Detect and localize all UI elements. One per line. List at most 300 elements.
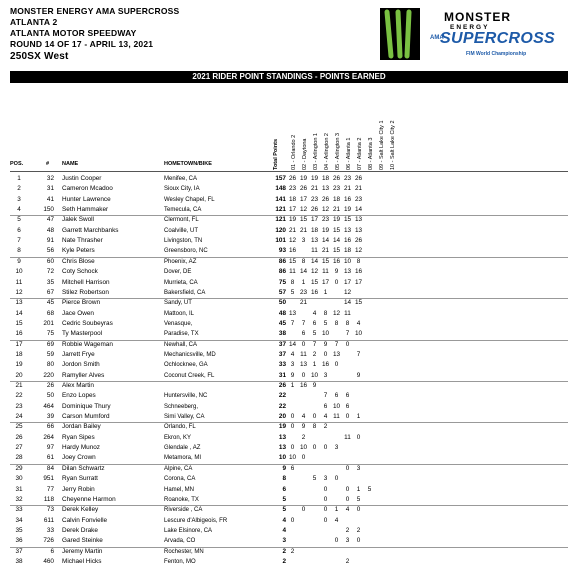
table-row — [0, 506, 578, 515]
round-points-cell: 19 — [310, 175, 319, 182]
standings-title-band: 2021 RIDER POINT STANDINGS - POINTS EARNED — [10, 71, 568, 83]
round-points-cell: 0 — [345, 495, 350, 503]
round-points-cell: 15 — [321, 257, 330, 265]
table-row — [0, 258, 578, 267]
pos-cell: 32 — [15, 495, 23, 503]
pos-cell: 23 — [15, 402, 23, 410]
round-points-cell: 14 — [288, 340, 297, 348]
total-points-cell: 6 — [282, 485, 286, 493]
rider-name: Jeremy Martin — [62, 547, 103, 555]
total-points-cell: 38 — [278, 330, 286, 338]
total-points-cell: 48 — [278, 309, 286, 317]
number-cell: 31 — [46, 185, 54, 193]
rider-name: Dilan Schwartz — [62, 464, 105, 472]
round-points-cell: 26 — [354, 237, 363, 245]
pos-cell: 18 — [15, 350, 23, 358]
rider-name: Pierce Brown — [62, 299, 101, 307]
round-points-cell: 15 — [299, 216, 308, 224]
table-row — [0, 475, 578, 484]
round-points-cell: 10 — [332, 402, 341, 410]
round-points-cell: 7 — [356, 350, 361, 358]
round-points-cell: 12 — [299, 206, 308, 214]
round-points-cell: 12 — [310, 268, 319, 276]
table-row — [0, 175, 578, 184]
round-points-cell: 0 — [290, 413, 295, 421]
number-cell: 56 — [46, 247, 54, 255]
venue-name: ATLANTA MOTOR SPEEDWAY — [10, 28, 137, 38]
round-points-cell: 0 — [345, 464, 350, 472]
rider-name: Enzo Lopes — [62, 392, 96, 400]
rider-name: Carson Mumford — [62, 413, 110, 421]
round-points-cell: 13 — [321, 185, 330, 193]
round-points-cell: 10 — [288, 454, 297, 462]
rider-name: Calvin Fonvielle — [62, 516, 108, 524]
round-points-cell: 17 — [354, 278, 363, 286]
round-points-cell: 21 — [288, 226, 297, 234]
table-row — [0, 268, 578, 277]
total-points-cell: 101 — [275, 237, 286, 245]
round-points-cell: 23 — [354, 195, 363, 203]
total-points-cell: 4 — [282, 516, 286, 524]
brand-monster: MONSTER — [444, 10, 511, 24]
round-points-cell: 2 — [345, 557, 350, 565]
pos-cell: 4 — [17, 206, 21, 214]
round-points-cell: 3 — [334, 444, 339, 452]
round-points-cell: 17 — [310, 216, 319, 224]
number-cell: 35 — [46, 278, 54, 286]
total-points-cell: 121 — [275, 206, 286, 214]
hometown-cell: Wesley Chapel, FL — [164, 196, 215, 203]
table-row — [0, 392, 578, 401]
round-points-cell: 14 — [321, 237, 330, 245]
round-points-cell: 0 — [356, 537, 361, 545]
round-points-cell: 11 — [333, 413, 340, 421]
pos-cell: 3 — [17, 195, 21, 203]
round-points-cell: 26 — [321, 195, 330, 203]
round-points-cell: 3 — [345, 537, 350, 545]
table-row — [0, 486, 578, 495]
hometown-cell: Metamora, MI — [164, 455, 202, 462]
table-row — [0, 423, 578, 432]
round-points-cell: 23 — [343, 175, 352, 182]
pos-cell: 36 — [15, 537, 23, 545]
round-points-cell: 4 — [290, 350, 295, 358]
rider-name: Jace Owen — [62, 309, 94, 317]
rider-name: Chris Blose — [62, 257, 95, 265]
rider-name: Ramyller Alves — [62, 371, 105, 379]
pos-cell: 13 — [15, 299, 23, 307]
round-points-cell: 23 — [310, 195, 319, 203]
total-points-cell: 120 — [275, 226, 286, 234]
round-points-cell: 19 — [299, 175, 308, 182]
round-points-cell: 0 — [301, 371, 306, 379]
round-points-cell: 13 — [310, 237, 319, 245]
total-points-cell: 10 — [278, 454, 286, 462]
round-header-2: 02 - Daytona — [302, 138, 308, 170]
table-row — [0, 558, 578, 567]
round-points-cell: 4 — [334, 516, 339, 524]
round-points-cell: 21 — [321, 247, 330, 255]
round-points-cell: 0 — [323, 506, 328, 514]
pos-cell: 25 — [15, 423, 23, 431]
rider-name: Nate Thrasher — [62, 237, 103, 245]
round-points-cell: 6 — [290, 464, 295, 472]
rider-name: Dominique Thury — [62, 402, 111, 410]
total-points-cell: 13 — [278, 433, 286, 441]
round-header-9: 09 - Salt Lake City 1 — [379, 120, 385, 170]
round-header-7: 07 - Atlanta 2 — [357, 137, 363, 170]
table-row — [0, 289, 578, 298]
table-row — [0, 206, 578, 215]
rider-name: Ryan Sipes — [62, 433, 95, 441]
round-points-cell: 1 — [301, 278, 306, 286]
event-name: ATLANTA 2 — [10, 17, 58, 27]
pos-cell: 19 — [15, 361, 23, 369]
table-row — [0, 320, 578, 329]
round-points-cell: 1 — [356, 485, 361, 493]
total-points-cell: 13 — [278, 444, 286, 452]
round-points-cell: 18 — [343, 247, 352, 255]
round-points-cell: 17 — [288, 206, 297, 214]
round-points-cell: 10 — [321, 330, 330, 338]
pos-cell: 2 — [17, 185, 21, 193]
rider-name: Seth Hammaker — [62, 206, 109, 214]
number-cell: 460 — [43, 557, 54, 565]
rider-name: Ryan Surratt — [62, 475, 98, 483]
round-points-cell: 15 — [343, 216, 352, 224]
pos-cell: 14 — [15, 309, 23, 317]
round-points-cell: 15 — [310, 278, 319, 286]
round-points-cell: 0 — [290, 516, 295, 524]
round-points-cell: 4 — [301, 413, 306, 421]
number-cell: 91 — [46, 237, 54, 245]
table-row — [0, 465, 578, 474]
round-points-cell: 5 — [312, 330, 317, 338]
number-cell: 97 — [46, 444, 54, 452]
round-points-cell: 0 — [334, 537, 339, 545]
round-points-cell: 0 — [290, 444, 295, 452]
round-points-cell: 7 — [312, 340, 317, 348]
rider-name: Jalek Swoll — [62, 216, 94, 224]
round-points-cell: 18 — [321, 175, 330, 182]
number-cell: 464 — [43, 402, 54, 410]
round-points-cell: 13 — [343, 226, 352, 234]
round-points-cell: 7 — [301, 319, 306, 327]
rider-name: Hunter Lawrence — [62, 195, 111, 203]
number-cell: 41 — [46, 195, 54, 203]
round-points-cell: 8 — [312, 423, 317, 431]
hometown-cell: Ekron, KY — [164, 434, 192, 441]
round-points-cell: 8 — [301, 257, 306, 265]
round-points-cell: 1 — [290, 382, 295, 389]
hometown-cell: Ochlocknee, GA — [164, 362, 208, 369]
number-cell: 61 — [46, 454, 54, 462]
table-row — [0, 351, 578, 360]
hometown-cell: Mattoon, IL — [164, 310, 195, 317]
number-cell: 264 — [43, 433, 54, 441]
total-points-cell: 31 — [278, 371, 286, 379]
header-divider — [10, 171, 568, 172]
round-header-8: 08 - Atlanta 3 — [368, 137, 374, 170]
round-points-cell: 21 — [343, 185, 352, 193]
round-points-cell: 1 — [312, 361, 317, 369]
rider-name: Jarrett Frye — [62, 350, 95, 358]
round-points-cell: 0 — [334, 361, 339, 369]
number-cell: 67 — [46, 288, 54, 296]
round-points-cell: 13 — [354, 216, 363, 224]
round-points-cell: 5 — [323, 319, 328, 327]
total-points-cell: 9 — [282, 464, 286, 472]
round-points-cell: 8 — [323, 309, 328, 317]
number-cell: 951 — [43, 475, 54, 483]
rider-name: Jordon Smith — [62, 361, 100, 369]
pos-cell: 35 — [15, 526, 23, 534]
pos-cell: 34 — [15, 516, 23, 524]
hometown-cell: Bakersfield, CA — [164, 289, 206, 296]
pos-cell: 16 — [15, 330, 23, 338]
round-points-cell: 15 — [288, 257, 297, 265]
number-cell: 26 — [46, 382, 54, 389]
round-points-cell: 0 — [312, 444, 317, 452]
total-points-cell: 33 — [278, 361, 286, 369]
pos-cell: 11 — [15, 278, 23, 286]
table-row — [0, 413, 578, 422]
total-points-cell: 5 — [282, 506, 286, 514]
pos-cell: 8 — [17, 247, 21, 255]
round-points-cell: 1 — [323, 288, 328, 296]
round-points-cell: 15 — [354, 299, 363, 307]
round-points-cell: 11 — [300, 350, 307, 358]
pos-cell: 27 — [15, 444, 23, 452]
round-points-cell: 26 — [299, 185, 308, 193]
hometown-cell: Simi Valley, CA — [164, 414, 205, 421]
table-row — [0, 299, 578, 308]
number-cell: 59 — [46, 350, 54, 358]
pos-cell: 22 — [15, 392, 23, 400]
round-points-cell: 5 — [367, 485, 372, 493]
number-cell: 84 — [46, 464, 54, 472]
total-points-cell: 4 — [282, 526, 286, 534]
round-points-cell: 16 — [321, 361, 330, 369]
number-cell: 6 — [50, 547, 54, 555]
table-row — [0, 185, 578, 194]
table-row — [0, 372, 578, 381]
round-date: ROUND 14 OF 17 - APRIL 13, 2021 — [10, 39, 154, 49]
round-points-cell: 0 — [323, 516, 328, 524]
round-points-cell: 12 — [332, 309, 341, 317]
round-points-cell: 4 — [345, 506, 350, 514]
table-row — [0, 403, 578, 412]
hometown-cell: Schneeberg, — [164, 403, 199, 410]
round-points-cell: 2 — [290, 547, 295, 555]
round-points-cell: 8 — [290, 278, 295, 286]
number-cell: 60 — [46, 257, 54, 265]
round-points-cell: 3 — [356, 464, 361, 472]
number-cell: 66 — [46, 423, 54, 431]
hometown-cell: Newhall, CA — [164, 341, 198, 348]
hometown-cell: Paradise, TX — [164, 331, 199, 338]
round-header-5: 05 - Arlington 3 — [335, 133, 341, 170]
hometown-cell: Livingston, TN — [164, 238, 203, 245]
round-points-cell: 6 — [323, 402, 328, 410]
total-points-cell: 86 — [278, 268, 286, 276]
rider-name: Coty Schock — [62, 268, 98, 276]
table-row — [0, 247, 578, 256]
table-row — [0, 227, 578, 236]
round-points-cell: 9 — [312, 382, 317, 389]
round-points-cell: 15 — [332, 247, 341, 255]
round-points-cell: 10 — [343, 257, 352, 265]
hometown-cell: Riverside , CA — [164, 507, 203, 514]
hometown-cell: Arvada, CO — [164, 538, 196, 545]
round-points-cell: 0 — [356, 433, 361, 441]
rider-name: Justin Cooper — [62, 175, 102, 182]
round-points-cell: 19 — [343, 206, 352, 214]
monster-energy-supercross-logo — [380, 6, 570, 66]
round-points-cell: 14 — [332, 237, 341, 245]
round-points-cell: 16 — [288, 247, 297, 255]
hometown-cell: Orlando, FL — [164, 424, 196, 431]
round-points-cell: 23 — [321, 216, 330, 224]
round-points-cell: 2 — [323, 423, 328, 431]
round-points-cell: 11 — [344, 433, 351, 441]
pos-cell: 21 — [15, 382, 23, 389]
round-points-cell: 19 — [288, 216, 297, 224]
col-name-header: NAME — [62, 161, 79, 167]
total-points-cell: 8 — [282, 475, 286, 483]
round-points-cell: 10 — [310, 371, 319, 379]
round-points-cell: 9 — [301, 423, 306, 431]
total-points-cell: 148 — [275, 185, 286, 193]
number-cell: 72 — [46, 268, 54, 276]
round-points-cell: 0 — [345, 340, 350, 348]
hometown-cell: Clermont, FL — [164, 217, 199, 224]
round-points-cell: 4 — [312, 309, 317, 317]
round-header-4: 04 - Arlington 2 — [324, 133, 330, 170]
round-points-cell: 17 — [321, 278, 330, 286]
round-points-cell: 0 — [312, 413, 317, 421]
number-cell: 77 — [46, 485, 54, 493]
table-row — [0, 216, 578, 225]
round-points-cell: 4 — [323, 413, 328, 421]
round-points-cell: 0 — [301, 506, 306, 514]
pos-cell: 26 — [15, 433, 23, 441]
round-points-cell: 23 — [299, 288, 308, 296]
number-cell: 69 — [46, 340, 54, 348]
hometown-cell: Menifee, CA — [164, 176, 198, 182]
total-points-cell: 20 — [278, 413, 286, 421]
number-cell: 73 — [46, 506, 54, 514]
round-points-cell: 8 — [345, 319, 350, 327]
round-points-cell: 15 — [332, 226, 341, 234]
total-points-cell: 37 — [278, 340, 286, 348]
number-cell: 32 — [46, 175, 54, 182]
round-points-cell: 16 — [310, 288, 319, 296]
number-cell: 611 — [43, 516, 54, 524]
hometown-cell: Murrieta, CA — [164, 279, 198, 286]
pos-cell: 31 — [15, 485, 23, 493]
table-row — [0, 434, 578, 443]
number-cell: 45 — [46, 299, 54, 307]
table-row — [0, 196, 578, 205]
total-points-cell: 141 — [275, 195, 286, 203]
round-points-cell: 13 — [354, 226, 363, 234]
round-points-cell: 14 — [299, 268, 308, 276]
round-points-cell: 2 — [356, 526, 361, 534]
rider-name: Alex Martin — [62, 382, 94, 389]
round-points-cell: 3 — [301, 237, 306, 245]
pos-cell: 37 — [15, 547, 23, 555]
round-points-cell: 10 — [299, 444, 308, 452]
hometown-cell: Rochester, MN — [164, 548, 204, 555]
total-points-cell: 121 — [275, 216, 286, 224]
number-cell: 726 — [43, 537, 54, 545]
pos-cell: 6 — [17, 226, 21, 234]
round-points-cell: 23 — [332, 185, 341, 193]
round-points-cell: 0 — [345, 485, 350, 493]
series-ama: AMA — [430, 35, 444, 41]
rider-name: Robbie Wageman — [62, 340, 113, 348]
hometown-cell: Lescure d'Albigeois, FR — [164, 517, 228, 524]
col-total-header: Total Points — [273, 138, 279, 170]
number-cell: 75 — [46, 330, 54, 338]
round-points-cell: 2 — [345, 526, 350, 534]
round-points-cell: 18 — [332, 195, 341, 203]
table-row — [0, 310, 578, 319]
number-cell: 50 — [46, 392, 54, 400]
hometown-cell: Corona, CA — [164, 476, 196, 483]
round-points-cell: 11 — [322, 268, 329, 276]
hometown-cell: Venasque, — [164, 320, 193, 327]
round-points-cell: 26 — [332, 175, 341, 182]
rider-name: Mitchell Harrison — [62, 278, 110, 286]
hometown-cell: Greensboro, NC — [164, 248, 208, 255]
round-points-cell: 5 — [356, 495, 361, 503]
number-cell: 118 — [43, 495, 54, 503]
round-points-cell: 0 — [334, 475, 339, 483]
pos-cell: 7 — [17, 237, 21, 245]
number-cell: 80 — [46, 361, 54, 369]
round-header-3: 03 - Arlington 1 — [313, 133, 319, 170]
table-row — [0, 341, 578, 350]
table-row — [0, 548, 578, 557]
hometown-cell: Sioux City, IA — [164, 186, 200, 193]
round-points-cell: 8 — [356, 257, 361, 265]
round-points-cell: 17 — [343, 278, 352, 286]
round-points-cell: 5 — [290, 288, 295, 296]
pos-cell: 5 — [17, 216, 21, 224]
table-row — [0, 279, 578, 288]
round-points-cell: 13 — [288, 309, 297, 317]
round-points-cell: 7 — [290, 319, 295, 327]
total-points-cell: 19 — [278, 423, 286, 431]
round-points-cell: 16 — [343, 237, 352, 245]
total-points-cell: 22 — [278, 392, 286, 400]
hometown-cell: Alpine, CA — [164, 465, 193, 472]
total-points-cell: 157 — [275, 175, 286, 182]
rider-name: Hardy Munoz — [62, 444, 101, 452]
hometown-cell: Huntersville, NC — [164, 393, 208, 400]
pos-cell: 29 — [15, 464, 23, 472]
number-cell: 68 — [46, 309, 54, 317]
round-points-cell: 1 — [356, 413, 361, 421]
round-points-cell: 7 — [334, 340, 339, 348]
rider-name: Derek Kelley — [62, 506, 99, 514]
round-points-cell: 0 — [323, 485, 328, 493]
number-cell: 220 — [43, 371, 54, 379]
round-points-cell: 0 — [290, 423, 295, 431]
round-points-cell: 21 — [332, 206, 341, 214]
